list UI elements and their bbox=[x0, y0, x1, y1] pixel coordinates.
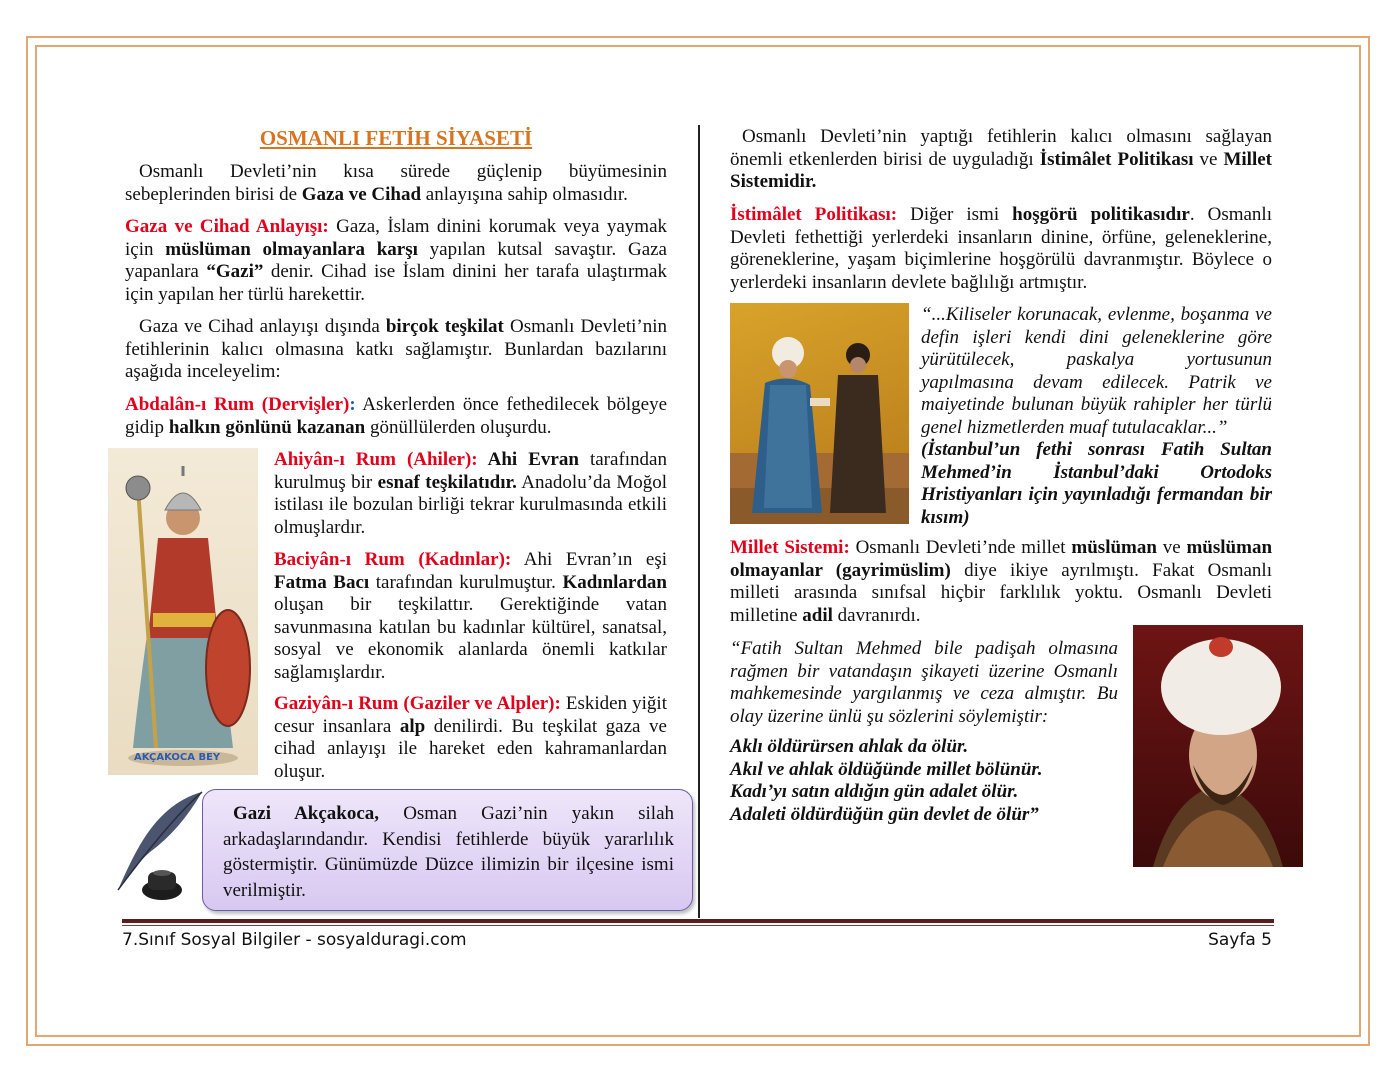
abdalan-colon: : bbox=[349, 394, 356, 415]
baciyan-text-1: Ahi Evran’ın eşi bbox=[511, 549, 668, 570]
gaza-bold-2: “Gazi” bbox=[206, 261, 264, 282]
gaziyan-text-2: denilirdi. Bu teşkilat gaza ve cihad anlayışı ile hareket eden kahramanlardan oluşur. bbox=[274, 715, 667, 782]
page-title: OSMANLI FETİH SİYASETİ bbox=[259, 126, 533, 150]
baciyan-heading: Baciyân-ı Rum (Kadınlar): bbox=[274, 549, 512, 570]
millet-bold-1: müslüman bbox=[1071, 537, 1157, 558]
akcakoca-callout bbox=[202, 789, 693, 911]
abdalan-paragraph bbox=[125, 394, 667, 439]
column-divider bbox=[698, 125, 700, 918]
callout-bold: Gazi Akçakoca, bbox=[233, 803, 380, 824]
ferman-quote-source: (İstanbul’un fethi sonrası Fatih Sultan Mehmed’in İstanbul’daki Ortodoks Hristiyanları için yayınladığı fermandan bir kısım) bbox=[921, 439, 1272, 528]
gaza-text-3: denir. Cihad ise İslam dinini her tarafa ulaştırmak için yapılan her türlü harekettir. bbox=[125, 261, 667, 305]
footer-rule-thin bbox=[122, 925, 1274, 926]
baciyan-text-3: oluşan bir teşkilattır. Gerektiğinde vatan savunmasına katılan bu kadınlar kültürel, sanatsal, sosyal ve ekonomik alanlarda önemli katkılar sağlamışlardır. bbox=[274, 594, 667, 683]
fatih-patriarch-mosaic bbox=[730, 303, 909, 524]
right-intro-bold-2: Millet Sistemidir. bbox=[730, 148, 1272, 192]
teskilat-bold: birçok teşkilat bbox=[385, 316, 504, 337]
fatih-saying: Aklı öldürürsen ahlak da ölür. bbox=[730, 736, 969, 757]
intro-bold: Gaza ve Cihad bbox=[301, 183, 422, 205]
fatih-portrait bbox=[1133, 625, 1303, 867]
ahiyan-text-2: Anadolu’da Moğol istilası ile bozulan birliği tekrar kurulmasında etkili olmuşlardır. bbox=[274, 471, 668, 538]
quill-inkwell-icon bbox=[110, 790, 205, 905]
millet-heading: Millet Sistemi: bbox=[730, 537, 850, 558]
istimalet-heading: İstimâlet Politikası: bbox=[730, 204, 898, 225]
gaziyan-paragraph bbox=[274, 693, 667, 783]
page-number: Sayfa 5 bbox=[1208, 930, 1272, 950]
teskilat-text-1: Gaza ve Cihad anlayışı dışında bbox=[139, 316, 386, 337]
sultan-portrait-icon bbox=[1133, 625, 1303, 867]
gaza-heading: Gaza ve Cihad Anlayışı: bbox=[125, 216, 329, 237]
warrior-figure-icon bbox=[108, 448, 258, 775]
baciyan-bold-1: Fatma Bacı bbox=[274, 571, 370, 593]
intro-paragraph bbox=[125, 161, 667, 206]
baciyan-text-2: tarafından kurulmuştur. bbox=[369, 571, 563, 593]
millet-text-2: ve bbox=[1156, 537, 1187, 558]
fatih-saying: Adaleti öldürdüğün gün devlet de ölür” bbox=[730, 803, 1039, 825]
gaza-text-2: yapılan kutsal savaştır. Gaza yapanlara bbox=[125, 238, 667, 282]
istimalet-text-1: Diğer ismi bbox=[897, 204, 1013, 225]
istimalet-bold: hoşgörü politikasıdır bbox=[1012, 204, 1190, 225]
abdalan-text-1: Askerlerden önce fethedilecek bölgeye gidip bbox=[125, 394, 668, 438]
ahiyan-bold-1: esnaf teşkilatıdır. bbox=[377, 471, 517, 493]
istimalet-text-2: . Osmanlı Devleti fethettiği yerlerdeki insanların dinine, örfüne, geleneklerine, göreneklerine, yaşam biçimlerine hoşgörülü davranmıştır. Böylece o yerlerdeki insanların devlete bağlılığı artmıştır. bbox=[730, 204, 1272, 293]
fatih-saying: Akıl ve ahlak öldüğünde millet bölünür. bbox=[730, 758, 1043, 780]
callout-text bbox=[223, 801, 674, 903]
intro-line-2a: sebeplerinden birisi de bbox=[125, 183, 302, 205]
teskilat-paragraph bbox=[125, 316, 667, 384]
baciyan-bold-2: Kadınlardan bbox=[562, 571, 667, 593]
right-intro-text-2: ve bbox=[1193, 148, 1224, 170]
gaziyan-heading: Gaziyân-ı Rum (Gaziler ve Alpler): bbox=[274, 693, 561, 714]
ahiyan-paragraph bbox=[274, 449, 667, 539]
ahiyan-bold-0: Ahi Evran bbox=[477, 449, 579, 470]
footer-rule bbox=[122, 919, 1274, 923]
callout-body: Osman Gazi’nin yakın silah arkadaşlarındandır. Kendisi fetihlerde büyük yararlılık göstermiştir. Günümüzde Düzce ilimizin bir ilçesine ismi verilmiştir. bbox=[223, 803, 674, 901]
right-intro-paragraph bbox=[730, 126, 1272, 194]
portrait-caption: AKÇAKOCA BEY bbox=[134, 752, 221, 763]
istimalet-paragraph bbox=[730, 204, 1272, 294]
abdalan-heading: Abdalân-ı Rum (Dervişler) bbox=[125, 394, 350, 415]
millet-text-3: diye ikiye ayrılmıştı. Fakat Osmanlı milleti arasında sınıfsal hiçbir farklılık yoktu. Osmanlı Devleti milletine bbox=[730, 559, 1272, 626]
abdalan-bold: halkın gönlünü kazanan bbox=[168, 416, 366, 438]
fatih-saying: Kadı’yı satın aldığın gün adalet ölür. bbox=[730, 781, 1019, 802]
fatih-quote-intro: “Fatih Sultan Mehmed bile padişah olmasına rağmen bir vatandaşın şikayeti üzerine Osmanlı mahkemesinde yargılanmış ve ceza almıştır. Bu olay üzerine ünlü şu sözlerini söylemiştir: bbox=[730, 638, 1118, 727]
ahiyan-heading: Ahiyân-ı Rum (Ahiler): bbox=[274, 449, 478, 470]
gaza-paragraph bbox=[125, 216, 667, 306]
fatih-sayings bbox=[730, 736, 1130, 826]
mosaic-figures-icon bbox=[730, 303, 909, 524]
ahiyan-text-1: tarafından kurulmuş bir bbox=[274, 449, 667, 493]
footer-site: 7.Sınıf Sosyal Bilgiler - sosyalduragi.com bbox=[122, 930, 467, 950]
millet-paragraph bbox=[730, 537, 1272, 627]
teskilat-text-2: Osmanlı Devleti’nin fetihlerinin kalıcı olmasına katkı sağlamıştır. Bunlardan bazılarını aşağıda inceleyelim: bbox=[125, 316, 667, 382]
gaziyan-text-1: Eskiden yiğit cesur insanlara bbox=[274, 693, 667, 737]
gaziyan-bold: alp bbox=[399, 715, 426, 737]
millet-text-1: Osmanlı Devleti’nde millet bbox=[849, 537, 1072, 558]
right-intro-bold-1: İstimâlet Politikası bbox=[1039, 148, 1194, 170]
intro-line-1: Osmanlı Devleti’nin kısa sürede güçlenip büyümesinin bbox=[139, 161, 667, 182]
millet-text-4: davranırdı. bbox=[832, 604, 921, 626]
baciyan-paragraph bbox=[274, 549, 667, 684]
ferman-quote-text: “...Kiliseler korunacak, evlenme, boşanma ve defin işleri kendi dini geleneklerine göre yürütülecek, paskalya yortusunun yapılmasına devam edilecek. Patrik ve maiyetinde bulunan büyük rahipler her türlü genel hizmetlerden muaf tutulacaklar...” bbox=[921, 304, 1272, 438]
right-intro-text-1: Osmanlı Devleti’nin yaptığı fetihlerin kalıcı olmasını sağlayan önemli etkenlerden birisi de uyguladığı bbox=[730, 126, 1272, 170]
abdalan-text-2: gönüllülerden oluşurdu. bbox=[365, 416, 552, 438]
millet-bold-3: adil bbox=[802, 604, 833, 626]
gaza-text-1: Gaza, İslam dinini korumak veya yaymak için bbox=[125, 216, 667, 260]
ferman-quote bbox=[921, 304, 1272, 529]
intro-line-2c: anlayışına sahip olmasıdır. bbox=[421, 183, 628, 205]
millet-bold-2: müslüman olmayanlar (gayrimüslim) bbox=[730, 537, 1273, 581]
gaza-bold-1: müslüman olmayanlara karşı bbox=[165, 238, 418, 260]
akcakoca-portrait bbox=[108, 448, 258, 775]
